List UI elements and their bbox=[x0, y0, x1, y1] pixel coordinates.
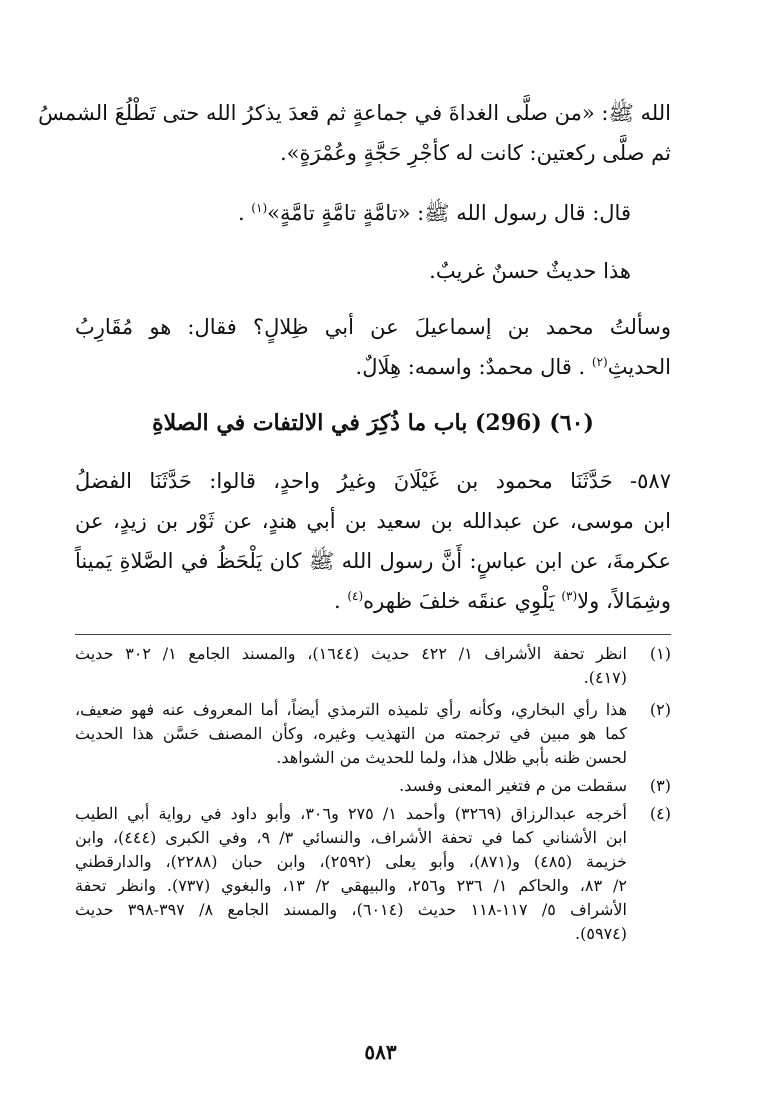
hadith-line: وشِمَالاً، ولا$^{(٣)}$ يَلْوِي عنقَه خلفَ ظهره$^{(٤)}$ . bbox=[333, 589, 671, 613]
hadith-line: ابن موسى، عن عبدالله بن سعيد بن أبي هندٍ، عن ثَوْر بن زيدٍ، عن bbox=[75, 509, 671, 533]
footnote-line: هذا رأي البخاري، وكأنه رأي تلميذه الترمذي أيضاً، أما المعروف عنه فهو ضعيف، bbox=[75, 700, 627, 719]
footnote bbox=[75, 802, 671, 946]
body-line: الله ﷺ: «من صلَّى الغداةَ في جماعةٍ ثم قعدَ يذكرُ الله حتى تَطْلُعَ الشمسُ bbox=[38, 101, 671, 125]
footnote-line: (٥٩٧٤). bbox=[575, 924, 627, 943]
page-number: ٥٨٣ bbox=[364, 1040, 397, 1064]
footnote-divider bbox=[75, 634, 671, 635]
body-line: وسألتُ محمد بن إسماعيلَ عن أبي ظِلالٍ؟ فقال: هو مُقَارِبُ bbox=[75, 315, 671, 339]
footnote-line: أخرجه عبدالرزاق (٣٢٦٩) وأحمد ١/ ٢٧٥ و٣٠٦، وأبو داود في رواية أبي الطيب bbox=[75, 804, 628, 823]
footnote-number: (٢) bbox=[649, 700, 671, 719]
footnote bbox=[75, 642, 671, 690]
body-line: الحديثِ$^{(٢)}$ . قال محمدٌ: واسمه: هِلَالٌ. bbox=[355, 355, 671, 379]
chapter-heading: (٦٠) (296) باب ما ذُكِرَ في الالتفات في الصلاةِ bbox=[152, 410, 594, 436]
footnote-number: (٤) bbox=[649, 804, 671, 823]
footnote-line: ٢/ ٨٣، والحاكم ١/ ٢٣٦ و٢٥٦، والبيهقي ٢/ ١٣، والبغوي (٧٣٧). وانظر تحفة bbox=[75, 876, 627, 895]
footnote-line: ابن الأشناني كما في تحفة الأشراف، والنسائي ٣/ ٩، وفي الكبرى (٤٤٤)، وابن bbox=[75, 828, 628, 847]
footnote bbox=[75, 774, 671, 798]
footnote-number: (١) bbox=[649, 644, 671, 663]
footnote-ref: (٤) bbox=[347, 589, 364, 603]
footnote-line: الأشراف ٥/ ١١٧-١١٨ حديث (٦٠١٤)، والمسند الجامع ٨/ ٣٩٧-٣٩٨ حديث bbox=[75, 900, 627, 919]
body-line: قال: قال رسول الله ﷺ: «تامَّةٍ تامَّةٍ تامَّةٍ»$^{(١)}$ . bbox=[237, 201, 631, 225]
hadith-line: عكرمةَ، عن ابن عباسٍ: أَنَّ رسول الله ﷺ كان يَلْحَظُ في الصَّلاةِ يَميناً bbox=[75, 549, 671, 573]
body-line: ثم صلَّى ركعتين: كانت له كأجْرِ حَجَّةٍ وعُمْرَةٍ». bbox=[279, 141, 671, 165]
footnote-line: لحسن ظنه بأبي ظلال هذا، ولما للحديث من الشواهد. bbox=[276, 748, 627, 767]
body-line: هذا حديثٌ حسنٌ غريبٌ. bbox=[429, 259, 631, 283]
footnote-ref: (٣) bbox=[561, 589, 578, 603]
footnote-ref: (١) bbox=[251, 201, 268, 215]
hadith-line: ٥٨٧- حَدَّثَنَا محمود بن غَيْلَانَ وغيرُ واحدٍ، قالوا: حَدَّثَنَا الفضلُ bbox=[75, 469, 671, 493]
footnote-line: خزيمة (٤٨٥) و(٨٧١)، وأبو يعلى (٢٥٩٢)، وابن حبان (٢٢٨٨)، والدارقطني bbox=[75, 852, 628, 871]
footnote-ref: (٢) bbox=[591, 355, 608, 369]
footnote-number: (٣) bbox=[649, 776, 671, 795]
footnote-line: سقطت من م فتغير المعنى وفسد. bbox=[399, 776, 627, 795]
footnote-line: (٤١٧). bbox=[583, 668, 627, 687]
footnote-line: انظر تحفة الأشراف ١/ ٤٢٢ حديث (١٦٤٤)، والمسند الجامع ١/ ٣٠٢ حديث bbox=[75, 644, 627, 663]
footnote-line: كما هو مبين في ترجمته من التهذيب وغيره، وكأن المصنف حَسَّن هذا الحديث bbox=[75, 724, 627, 743]
footnote bbox=[75, 698, 671, 770]
